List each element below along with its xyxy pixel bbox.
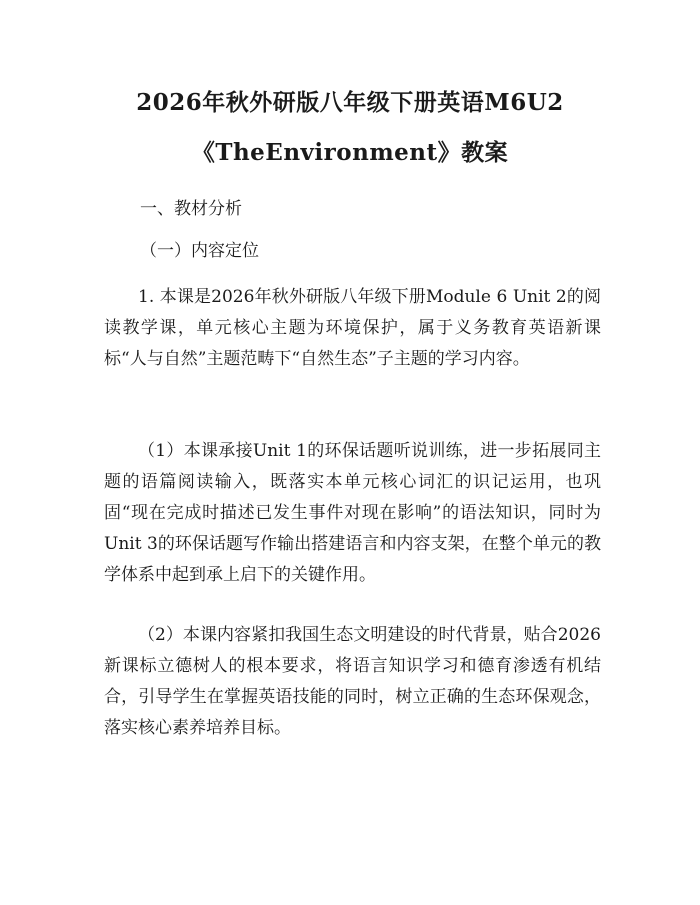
section-heading: 一、教材分析 [140,199,242,219]
document-title-line-1: 2026年秋外研版八年级下册英语M6U2 [136,89,564,116]
body-paragraph: （2）本课内容紧扣我国生态文明建设的时代背景，贴合2026新课标立德树人的根本要求，将语言知识学习和德育渗透有机结合，引导学生在掌握英语技能的同时，树立正确的生态环保观念，落实核心素养培养目标。 [104,625,601,738]
subsection-heading: （一）内容定位 [140,241,259,261]
document-title-line-2: 《TheEnvironment》教案 [191,139,509,166]
body-paragraph: 1. 本课是2026年秋外研版八年级下册Module 6 Unit 2的阅读教学课，单元核心主题为环境保护，属于义务教育英语新课标“人与自然”主题范畴下“自然生态”子主题的学习内容。 [104,287,601,369]
body-paragraph: （1）本课承接Unit 1的环保话题听说训练，进一步拓展同主题的语篇阅读输入，既落实本单元核心词汇的识记运用，也巩固“现在完成时描述已发生事件对现在影响”的语法知识，同时为Unit 3的环保话题写作输出搭建语言和内容支架，在整个单元的教学体系中起到承上启下的关键作用。 [104,441,601,585]
